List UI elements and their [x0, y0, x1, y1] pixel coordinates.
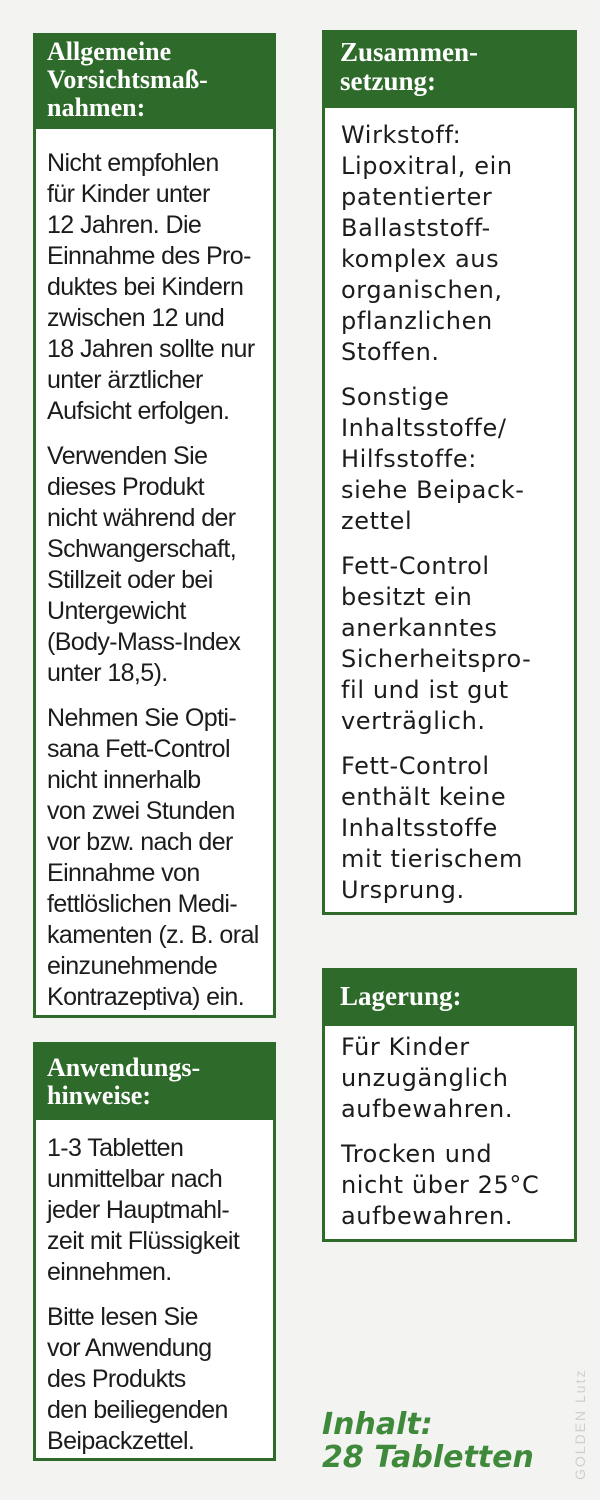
text-line: aufbewahren. — [341, 1095, 514, 1123]
text-line: Ballaststoff- — [341, 214, 491, 242]
text-line: nicht während der — [47, 504, 236, 532]
text-line: einnehmen. — [47, 1258, 172, 1286]
text-line: Hilfsstoffe: — [341, 445, 477, 473]
storage-paragraph — [341, 1139, 573, 1232]
text-line: Lipoxitral, ein — [341, 152, 513, 180]
text-line: fil und ist gut — [341, 676, 509, 704]
text-line: Wirkstoff: — [341, 121, 462, 149]
text-line: den beiliegenden — [47, 1396, 228, 1424]
composition-heading — [322, 30, 577, 108]
precautions-title-line: Allgemeine — [47, 37, 172, 66]
usage-paragraph — [47, 1302, 273, 1457]
composition-title-line: Zusammen- — [340, 37, 479, 67]
text-line: von zwei Stunden — [47, 797, 235, 825]
text-line: kamenten (z. B. oral — [47, 921, 259, 949]
storage-heading — [322, 968, 577, 1026]
text-line: enthält keine — [341, 783, 507, 811]
text-line: nicht über 25°C — [341, 1171, 540, 1199]
text-line: Trocken und — [341, 1140, 493, 1168]
text-line: Ursprung. — [341, 876, 465, 904]
text-line: Einnahme des Pro- — [47, 242, 251, 270]
composition-body — [341, 120, 573, 920]
brand-logo: GOLDEN Lutz — [572, 1368, 588, 1480]
composition-paragraph — [341, 382, 573, 537]
text-line: 12 Jahren. Die — [47, 211, 202, 239]
text-line: Kontrazeptiva) ein. — [47, 983, 245, 1011]
text-line: einzunehmende — [47, 952, 218, 980]
package-contents — [322, 1408, 534, 1474]
precautions-paragraph — [47, 703, 273, 1013]
composition-paragraph — [341, 751, 573, 906]
text-line: Schwangerschaft, — [47, 535, 237, 563]
text-line: fettlöslichen Medi- — [47, 890, 238, 918]
text-line: patentierter — [341, 183, 493, 211]
text-line: unter ärztlicher — [47, 366, 203, 394]
text-line: Aufsicht erfolgen. — [47, 397, 230, 425]
composition-paragraph — [341, 551, 573, 737]
usage-body — [47, 1133, 273, 1471]
text-line: sana Fett-Control — [47, 735, 230, 763]
text-line: Inhaltsstoffe/ — [341, 414, 507, 442]
text-line: Nehmen Sie Opti- — [47, 704, 237, 732]
usage-title-line: hinweise: — [47, 1081, 151, 1110]
text-line: vor Anwendung — [47, 1334, 212, 1362]
text-line: unzugänglich — [341, 1064, 509, 1092]
storage-title-line: Lagerung: — [340, 981, 462, 1011]
text-line: aufbewahren. — [341, 1202, 514, 1230]
precautions-body — [47, 148, 273, 1027]
text-line: dieses Produkt — [47, 473, 204, 501]
text-line: Sicherheitspro- — [341, 645, 532, 673]
text-line: Beipackzettel. — [47, 1427, 195, 1455]
text-line: Bitte lesen Sie — [47, 1303, 198, 1331]
text-line: Untergewicht — [47, 597, 186, 625]
text-line: (Body-Mass-Index — [47, 628, 241, 656]
text-line: zettel — [341, 507, 413, 535]
text-line: mit tierischem — [341, 845, 523, 873]
storage-paragraph — [341, 1032, 573, 1125]
text-line: vor bzw. nach der — [47, 828, 233, 856]
composition-title-line: setzung: — [340, 66, 436, 96]
text-line: duktes bei Kindern — [47, 273, 244, 301]
precautions-paragraph — [47, 441, 273, 689]
text-line: Fett-Control — [341, 752, 490, 780]
contents-count: 28 Tabletten — [322, 1440, 534, 1475]
precautions-heading — [33, 33, 276, 129]
text-line: siehe Beipack- — [341, 476, 525, 504]
text-line: pflanzlichen — [341, 307, 493, 335]
text-line: Fett-Control — [341, 552, 490, 580]
text-line: 1-3 Tabletten — [47, 1134, 184, 1162]
text-line: verträglich. — [341, 707, 486, 735]
text-line: Sonstige — [341, 383, 450, 411]
text-line: des Produkts — [47, 1365, 186, 1393]
contents-label: Inhalt: — [322, 1407, 433, 1442]
storage-body — [341, 1032, 573, 1246]
text-line: Stoffen. — [341, 338, 440, 366]
usage-paragraph — [47, 1133, 273, 1288]
text-line: Nicht empfohlen — [47, 149, 219, 177]
usage-heading — [33, 1042, 276, 1120]
text-line: nicht innerhalb — [47, 766, 201, 794]
text-line: anerkanntes — [341, 614, 498, 642]
text-line: Inhaltsstoffe — [341, 814, 498, 842]
text-line: unmittelbar nach — [47, 1165, 223, 1193]
text-line: organischen, — [341, 276, 503, 304]
precautions-title-line: nahmen: — [47, 93, 146, 122]
text-line: unter 18,5). — [47, 659, 168, 687]
text-line: zwischen 12 und — [47, 304, 225, 332]
precautions-paragraph — [47, 148, 273, 427]
text-line: Einnahme von — [47, 859, 200, 887]
text-line: besitzt ein — [341, 583, 473, 611]
text-line: für Kinder unter — [47, 180, 210, 208]
text-line: zeit mit Flüssigkeit — [47, 1227, 240, 1255]
precautions-title-line: Vorsichtsmaß- — [47, 65, 208, 94]
composition-paragraph — [341, 120, 573, 368]
usage-title-line: Anwendungs- — [47, 1053, 201, 1082]
text-line: Für Kinder — [341, 1033, 470, 1061]
text-line: 18 Jahren sollte nur — [47, 335, 255, 363]
text-line: Stillzeit oder bei — [47, 566, 213, 594]
text-line: jeder Hauptmahl- — [47, 1196, 230, 1224]
text-line: Verwenden Sie — [47, 442, 208, 470]
text-line: komplex aus — [341, 245, 500, 273]
